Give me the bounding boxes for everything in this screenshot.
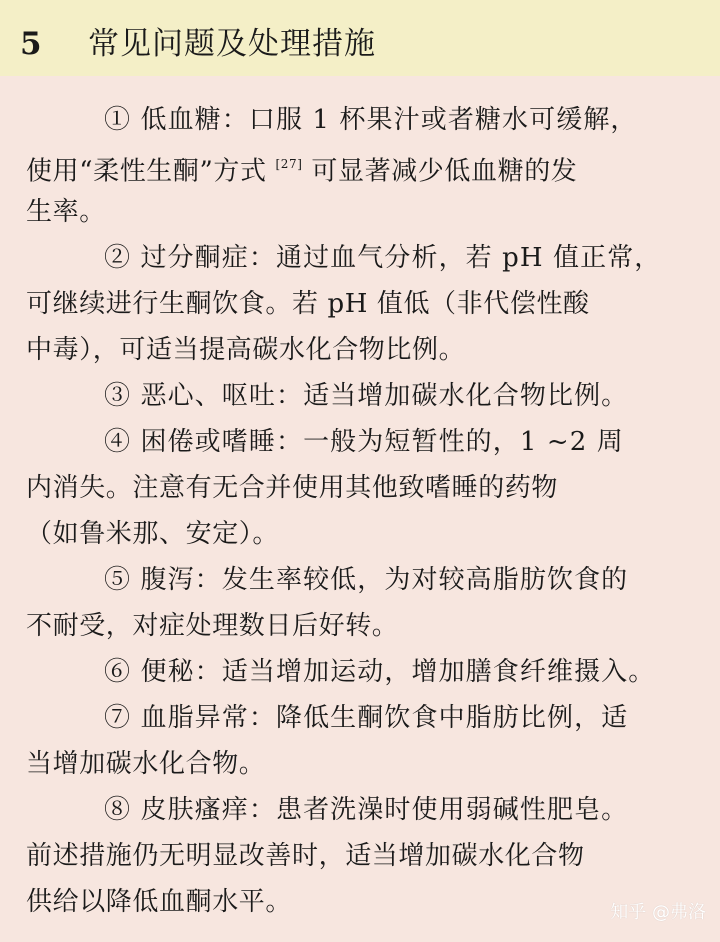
- item-line-part: 可显著减少低血糖的发: [311, 156, 578, 187]
- item-line: 当增加碳水化合物。: [26, 749, 266, 779]
- item-line: ② 过分酮症：通过血气分析，若 pH 值正常，: [104, 243, 662, 273]
- problem-list: [26, 97, 687, 925]
- item-line: 前述措施仍无明显改善时，适当增加碳水化合物: [26, 841, 585, 871]
- item-line: ⑤ 腹泻：发生率较低，为对较高脂肪饮食的: [104, 565, 629, 595]
- list-item-skin-itching: [26, 787, 687, 925]
- list-item-hypoglycemia: [26, 97, 687, 235]
- list-item-drowsiness: [26, 419, 687, 557]
- watermark: 知乎 @弗洛: [610, 902, 706, 923]
- section-number: 5: [20, 26, 42, 62]
- item-line: （如鲁米那、安定）。: [26, 519, 280, 549]
- item-line: ① 低血糖：口服 1 杯果汁或者糖水可缓解，: [104, 105, 638, 135]
- item-line-with-citation: [26, 143, 687, 189]
- list-item-constipation: [26, 649, 687, 695]
- item-line: 供给以降低血酮水平。: [26, 887, 293, 917]
- item-line: ④ 困倦或嗜睡：一般为短暂性的，1 ~2 周: [104, 427, 624, 457]
- section-title: 常见问题及处理措施: [88, 26, 376, 62]
- list-item-nausea: [26, 373, 687, 419]
- section-header: [0, 0, 720, 76]
- item-line: ⑧ 皮肤瘙痒：患者洗澡时使用弱碱性肥皂。: [104, 795, 629, 825]
- item-line: ⑥ 便秘：适当增加运动，增加膳食纤维摄入。: [104, 657, 656, 687]
- item-line: 可继续进行生酮饮食。若 pH 值低（非代偿性酸: [26, 289, 590, 319]
- list-item-dyslipidemia: [26, 695, 687, 787]
- item-line: 生率。: [26, 197, 106, 227]
- list-item-ketosis: [26, 235, 687, 373]
- item-line: 中毒），可适当提高碳水化合物比例。: [26, 335, 466, 365]
- list-item-diarrhea: [26, 557, 687, 649]
- item-line: ⑦ 血脂异常：降低生酮饮食中脂肪比例，适: [104, 703, 629, 733]
- citation-marker: [27]: [275, 157, 303, 171]
- item-line-part: 使用“柔性生酮”方式: [26, 156, 267, 187]
- item-line: 内消失。注意有无合并使用其他致嗜睡的药物: [26, 473, 559, 503]
- item-line: 不耐受，对症处理数日后好转。: [26, 611, 399, 641]
- item-line: ③ 恶心、呕吐：适当增加碳水化合物比例。: [104, 381, 629, 411]
